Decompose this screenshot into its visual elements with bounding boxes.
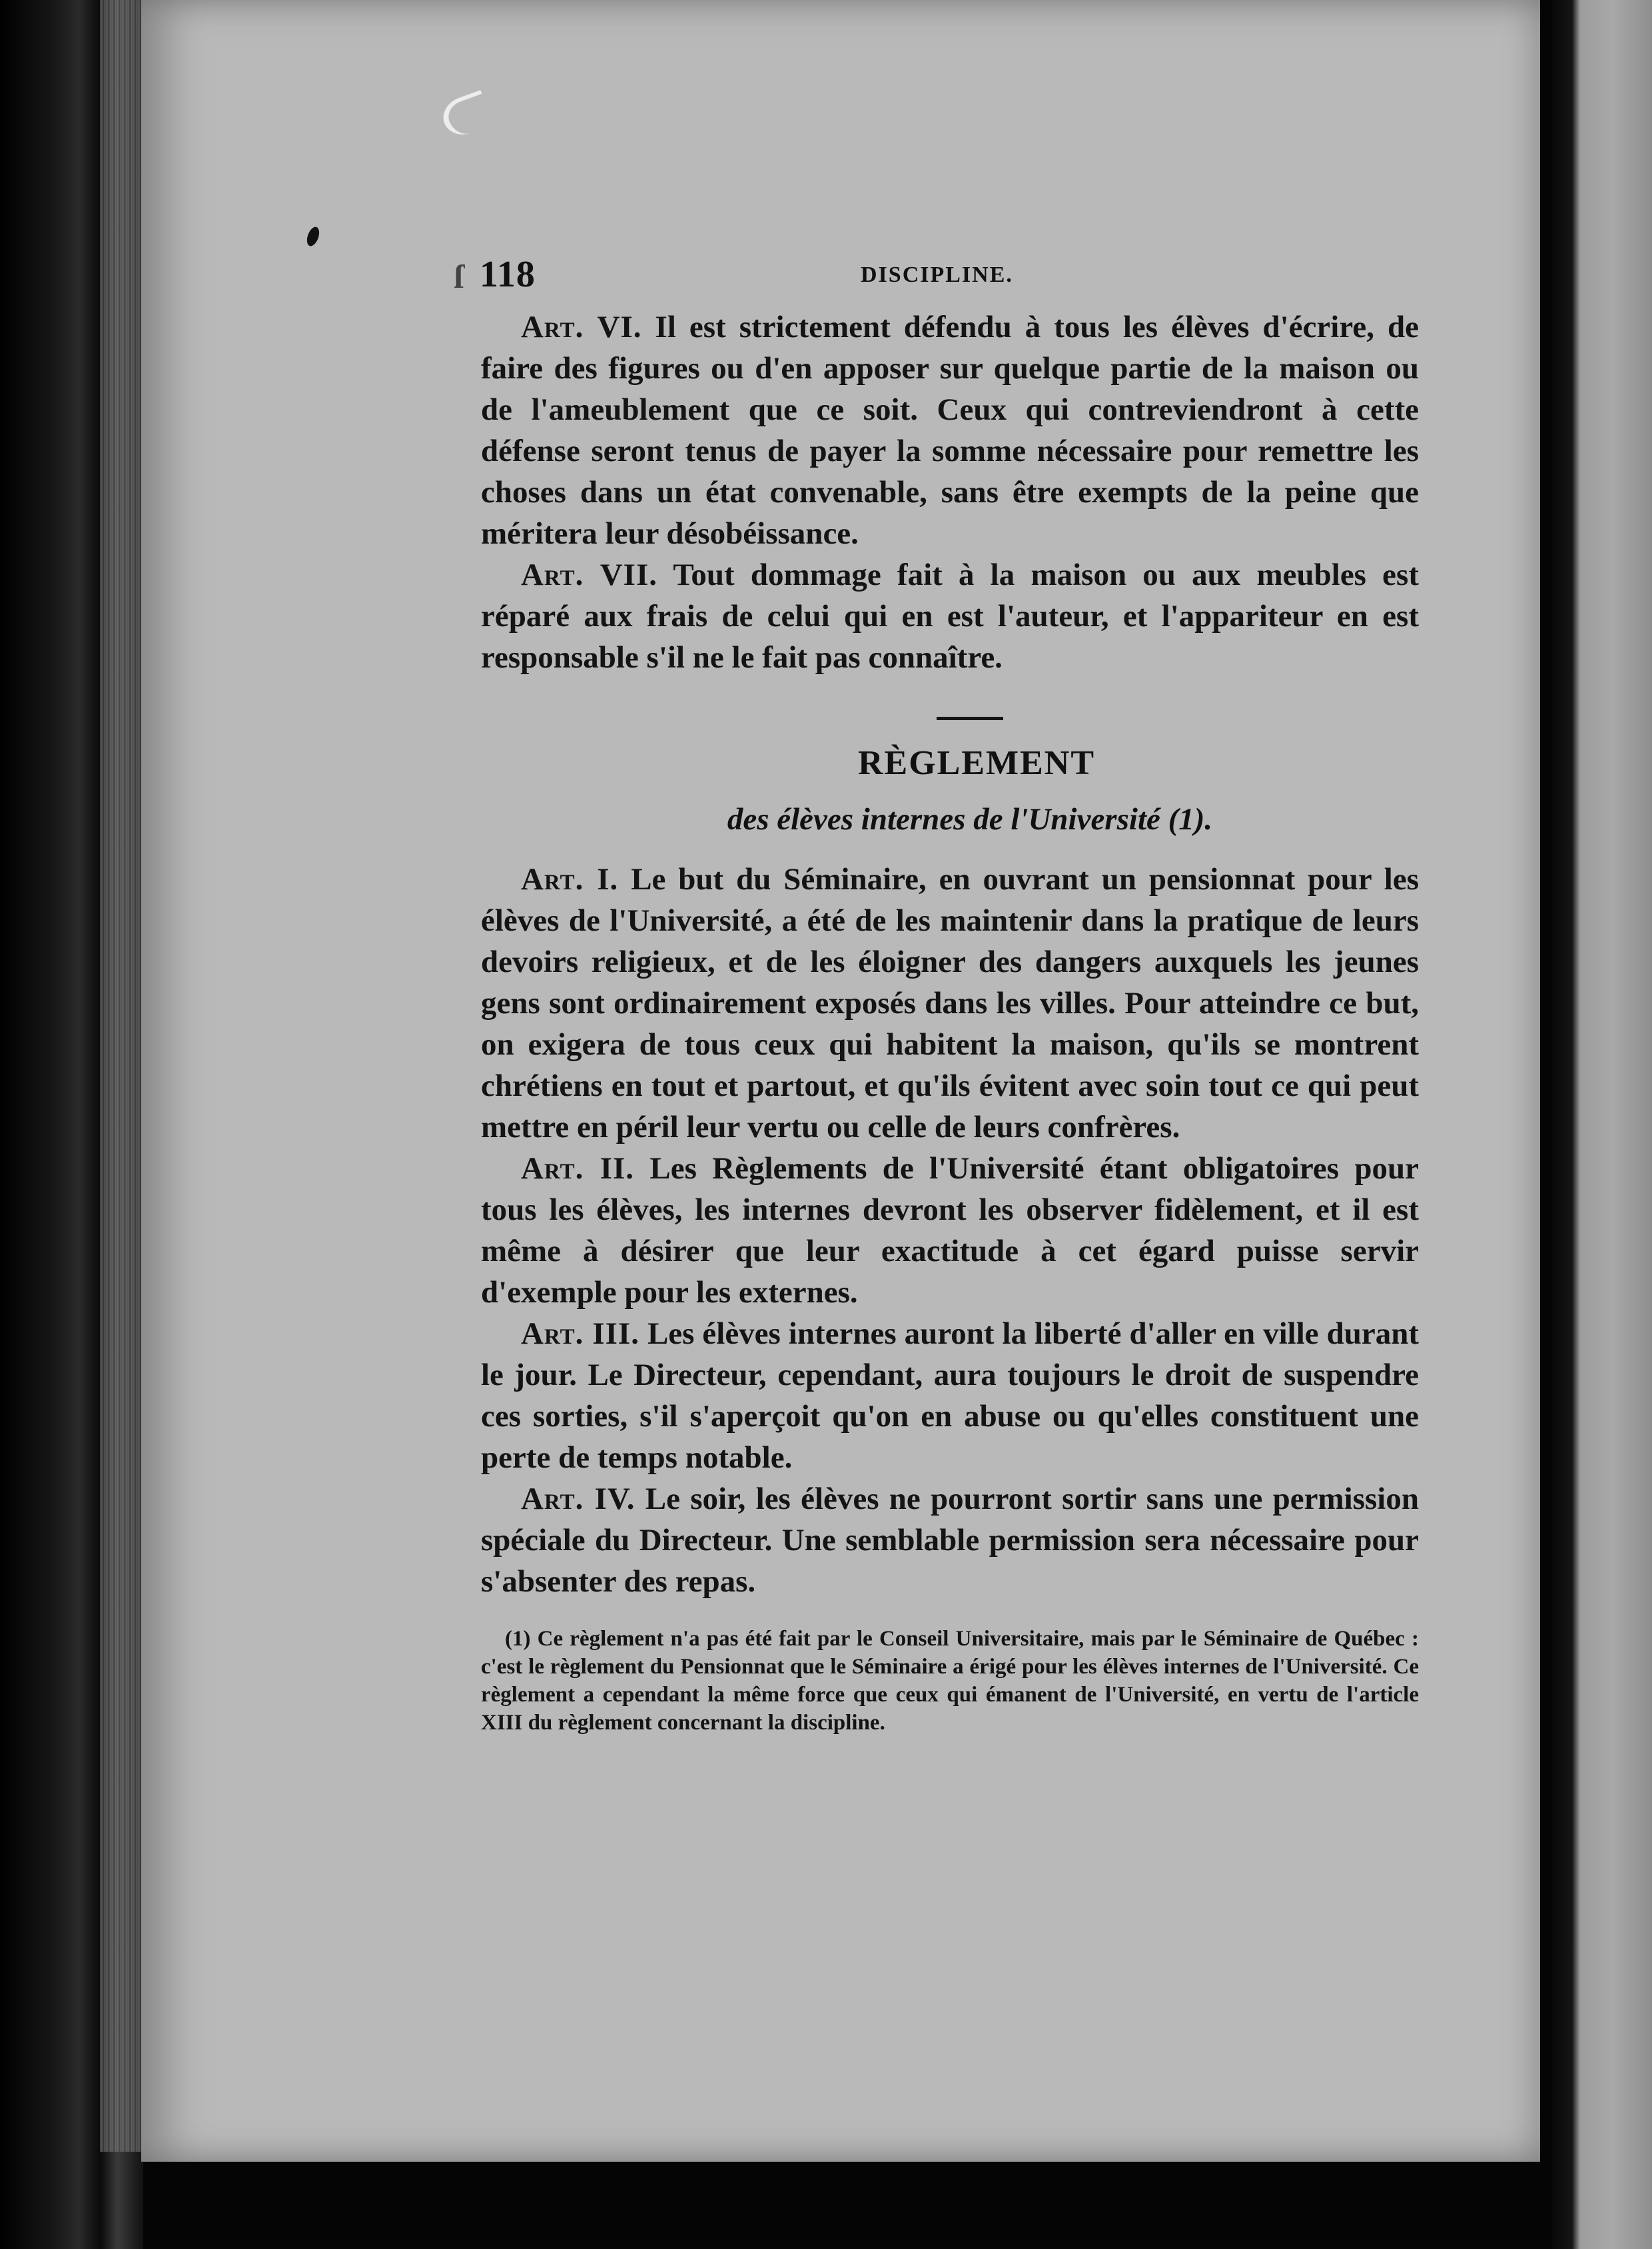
page-number: 118 bbox=[480, 254, 536, 295]
footnote: (1) Ce règlement n'a pas été fait par le Conseil Universitaire, mais par le Séminaire de Québec : c'est le règlement du Pensionnat que le Séminaire a érigé pour les élèves internes de l'Université. Ce règlement a cependant la même force que ceux qui émanent de l'Université, en vertu de l'article XIII du règlement concernant la discipline. bbox=[481, 1627, 1419, 1735]
adjacent-page-edge bbox=[1552, 0, 1652, 2249]
article-paragraph bbox=[481, 1148, 1419, 1313]
article-label: Art. II. bbox=[521, 1151, 635, 1186]
article-label: Art. IV. bbox=[521, 1482, 635, 1516]
article-paragraph bbox=[481, 1313, 1419, 1478]
article-paragraph bbox=[481, 554, 1419, 678]
page-gutter bbox=[1540, 0, 1552, 2249]
page-text bbox=[454, 253, 1420, 1737]
section-divider bbox=[937, 717, 1003, 720]
article-text: Les élèves internes auront la liberté d'aller en ville durant le jour. Le Directeur, cependant, aura toujours le droit de suspendre ces sorties, s'il s'aperçoit qu'on en abuse ou qu'elles constituent une perte de temps notable. bbox=[481, 1316, 1420, 1475]
running-head bbox=[454, 253, 1419, 306]
article-text: Le but du Séminaire, en ouvrant un pensionnat pour les élèves de l'Université, a été de les maintenir dans la pratique de leurs devoirs religieux, et de les éloigner des dangers auxquels les jeunes gens sont ordinairement exposés dans les villes. Pour atteindre ce but, on exigera de tous ceux qui habitent la maison, qu'ils se montrent chrétiens en tout et partout, et qu'ils évitent avec soin tout ce qui peut mettre en péril leur vertu ou celle de leurs confrères. bbox=[481, 862, 1420, 1144]
article-text: Le soir, les élèves ne pourront sortir sans une permission spéciale du Directeur. Une semblable permission sera nécessaire pour s'absenter des repas. bbox=[481, 1482, 1419, 1599]
running-title: DISCIPLINE. bbox=[861, 262, 1013, 287]
margin-mark: ſ bbox=[454, 258, 464, 295]
article-text: Tout dommage fait à la maison ou aux meubles est réparé aux frais de celui qui en est l'auteur, et l'appariteur en est responsable s'il ne le fait pas connaître. bbox=[481, 558, 1419, 675]
page-stack-edges bbox=[100, 0, 147, 2152]
article-text: Il est strictement défendu à tous les élèves d'écrire, de faire des figures ou d'en apposer sur quelque partie de la maison ou de l'ameublement que ce soit. Ceux qui contreviendront à cette défense seront tenus de payer la somme nécessaire pour remettre les choses dans un état convenable, sans être exempts de la peine que méritera leur désobéissance. bbox=[481, 310, 1419, 551]
article-label: Art. I. bbox=[521, 862, 619, 897]
section-title: RÈGLEMENT bbox=[857, 744, 1096, 782]
article-paragraph bbox=[481, 306, 1419, 554]
section-subtitle: des élèves internes de l'Université (1). bbox=[727, 802, 1213, 837]
article-label: Art. VI. bbox=[521, 310, 642, 344]
article-paragraph bbox=[481, 1478, 1419, 1602]
article-label: Art. VII. bbox=[521, 558, 658, 592]
article-paragraph bbox=[481, 859, 1419, 1148]
article-text: Les Règlements de l'Université étant obligatoires pour tous les élèves, les internes devront les observer fidèlement, et il est même à désirer que leur exactitude à cet égard puisse servir d'exemple pour les externes. bbox=[481, 1151, 1419, 1310]
article-label: Art. III. bbox=[521, 1316, 639, 1351]
